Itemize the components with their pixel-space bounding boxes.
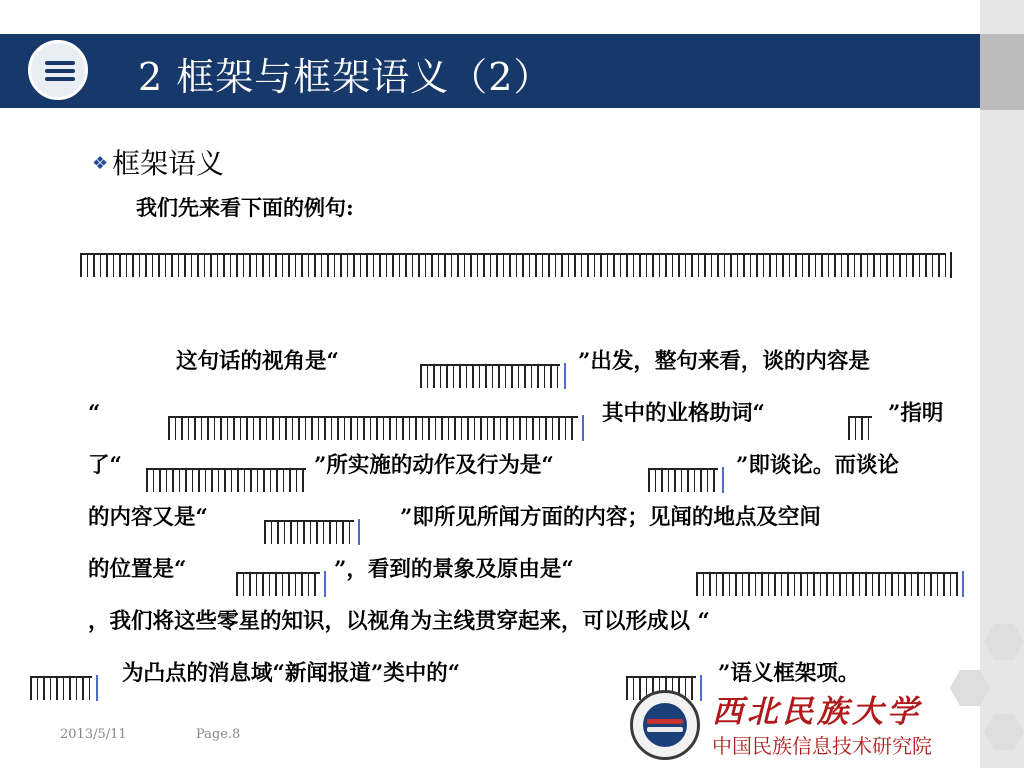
sidebar-tab [980, 34, 1024, 110]
para-line-2c: ”指明 [888, 401, 944, 426]
bullet-heading [92, 142, 224, 182]
para-line-2a: “ [88, 401, 101, 426]
tibetan-term [420, 350, 566, 402]
tibetan-example-sentence [80, 252, 960, 286]
para-line-7a: 为凸点的消息域“新闻报道”类中的“ [122, 661, 461, 686]
tibetan-term [696, 558, 964, 610]
para-line-3c: ”即谈论。而谈论 [736, 453, 899, 478]
para-line-1b: ”出发，整句来看，谈的内容是 [578, 349, 870, 374]
para-line-3b: ”所实施的动作及行为是“ [314, 453, 554, 478]
bullet-text: 框架语义 [112, 147, 225, 180]
para-line-2b: 其中的业格助词“ [602, 401, 765, 426]
tibetan-term [30, 662, 98, 714]
footer-page-number: Page.8 [196, 727, 241, 742]
para-line-6: ，我们将这些零星的知识，以视角为主线贯穿起来，可以形成以 “ [88, 609, 710, 634]
slide-title: 2 框架与框架语义（2） [138, 55, 553, 99]
para-line-5b: ”，看到的景象及原由是“ [334, 557, 574, 582]
institute-name: 中国民族信息技术研究院 [712, 734, 932, 758]
para-line-1a: 这句话的视角是“ [176, 349, 339, 374]
diamond-bullet-icon: ❖ [92, 153, 109, 174]
para-line-3a: 了“ [88, 453, 122, 478]
intro-text: 我们先来看下面的例句: [136, 195, 354, 220]
university-logo-small [28, 40, 88, 100]
footer-date: 2013/5/11 [60, 727, 127, 742]
para-line-4b: ”即所见所闻方面的内容；见闻的地点及空间 [400, 505, 821, 530]
university-name: 西北民族大学 [712, 694, 922, 730]
para-line-4a: 的内容又是“ [88, 505, 208, 530]
para-line-7b: ”语义框架项。 [718, 661, 860, 686]
university-seal-icon [630, 690, 700, 760]
para-line-5a: 的位置是“ [88, 557, 187, 582]
